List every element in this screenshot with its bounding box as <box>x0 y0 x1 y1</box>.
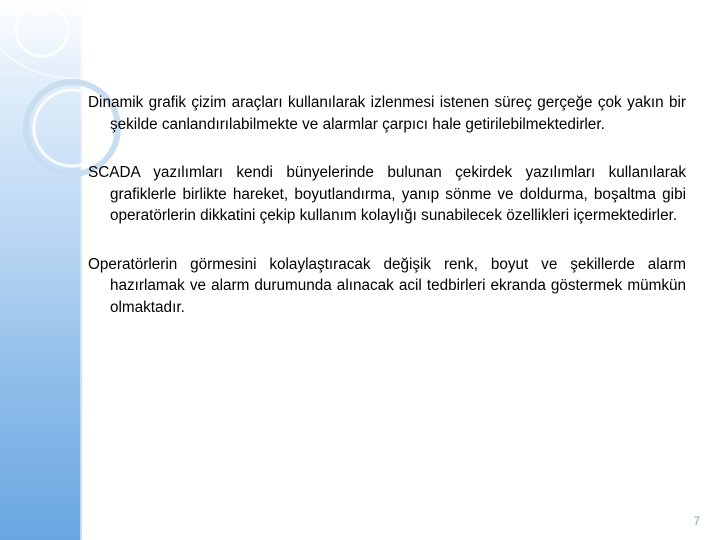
paragraph-scada-software: SCADA yazılımları kendi bünyelerinde bulunan çekirdek yazılımları kullanılarak grafiklerle birlikte hareket, boyutlandırma, yanıp sönme ve doldurma, boşaltma gibi operatörlerin dikkatini çekip kullanım kolaylığı sunabilecek özellikleri içermektedirler. <box>88 164 686 224</box>
page-number: 7 <box>693 514 700 528</box>
top-ring <box>16 4 68 56</box>
paragraph-operator-alarms: Operatörlerin görmesini kolaylaştıracak değişik renk, boyut ve şekillerde alarm hazırlamak ve alarm durumunda alınacak acil tedbirleri ekranda göstermek mümkün olmaktadır. <box>88 255 686 316</box>
text-content <box>88 92 686 345</box>
paragraph-dynamic-graphics: Dinamik grafik çizim araçları kullanılarak izlenmesi istenen süreç gerçeğe çok yakın bir şekilde canlandırılabilmekte ve alarmlar çarpıcı hale getirilebilmektedirler. <box>88 94 686 133</box>
